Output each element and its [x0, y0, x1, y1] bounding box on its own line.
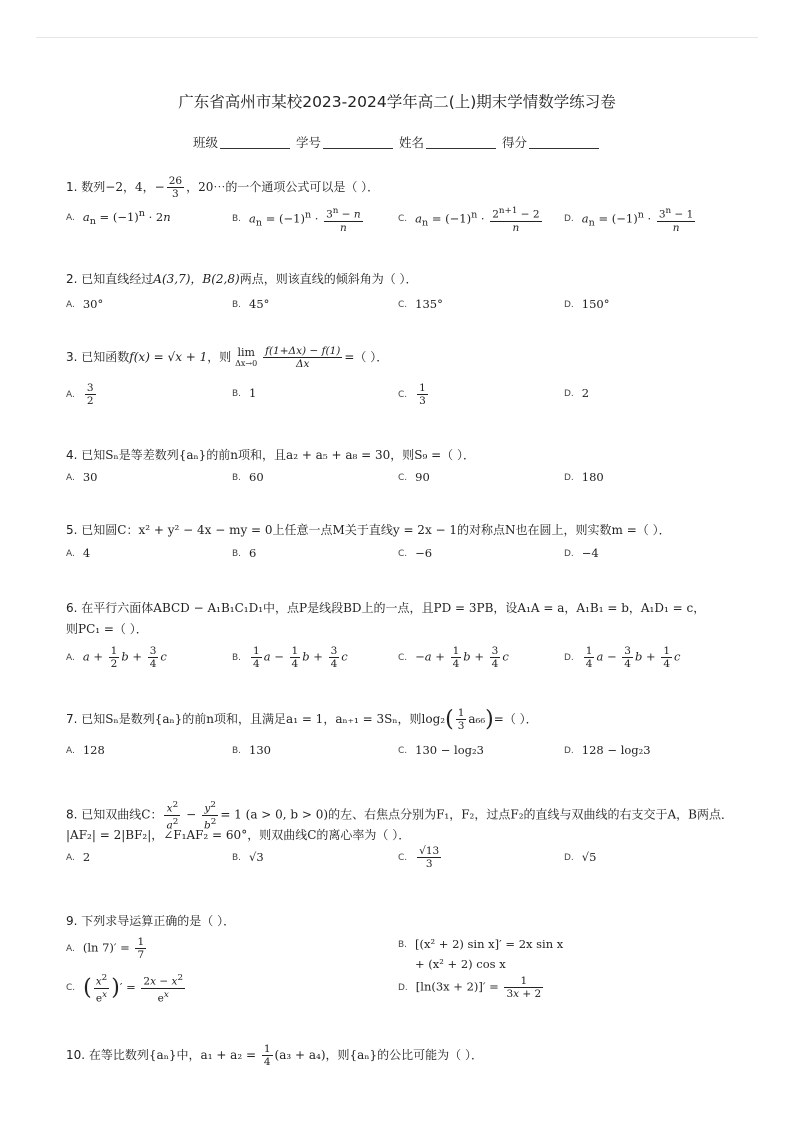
- q9-option-c[interactable]: C. ( $\frac{x^2}{e^x}$ )′ = $\frac{2x - x^2}{e^x}$: [66, 973, 184, 1004]
- class-label: 班级: [192, 135, 218, 150]
- q6-option-d[interactable]: D. $\frac{1}{4}$ a − $\frac{3}{4}$ b + $\frac{1}{4}$ c: [564, 645, 681, 670]
- q8-option-d[interactable]: D. √5: [564, 850, 597, 864]
- question-5: 5. 已知圆C：x² + y² − 4x − my = 0上任意一点M关于直线y = 2x − 1的对称点N也在圆上，则实数m =（ ）．: [66, 523, 671, 537]
- question-6: 6. 在平行六面体ABCD − A₁B₁C₁D₁中，点P是线段BD上的一点，且PD = 3PB，设A₁A = a，A₁B₁ = b，A₁D₁ = c，: [66, 601, 706, 615]
- q3-option-a[interactable]: A. $\frac{3}{2}$: [66, 382, 94, 407]
- q8-option-c[interactable]: C. $\frac{√13}{3}$: [398, 845, 440, 870]
- question-10: 10. 在等比数列{aₙ}中，a₁ + a₂ = $\frac{1}{4}$ (a₃ + a₄)，则{aₙ}的公比可能为（ ）．: [66, 1043, 483, 1068]
- class-blank[interactable]: [220, 136, 290, 149]
- q2-option-b[interactable]: B. 45°: [232, 297, 270, 311]
- question-9: 9. 下列求导运算正确的是（ ）．: [66, 914, 236, 928]
- q7-option-d[interactable]: D. 128 − log₂3: [564, 743, 651, 757]
- q4-option-d[interactable]: D. 180: [564, 470, 604, 484]
- q3-option-d[interactable]: D. 2: [564, 386, 590, 400]
- q4-option-b[interactable]: B. 60: [232, 470, 264, 484]
- question-8-line2: |AF₂| = 2|BF₂|，∠F₁AF₂ = 60°，则双曲线C的离心率为（ ）．: [66, 828, 411, 842]
- q1-option-d[interactable]: D. $a_n = (-1)^n$ · $\frac{3^n - 1}{n}$: [564, 206, 694, 234]
- q9-option-b[interactable]: B. [(x² + 2) sin x]′ = 2x sin x: [398, 937, 564, 951]
- top-divider: [36, 37, 758, 38]
- question-6-line2: 则PC₁ =（ ）．: [66, 622, 148, 636]
- q7-option-a[interactable]: A. 128: [66, 743, 105, 757]
- name-blank[interactable]: [426, 136, 496, 149]
- question-7: 7. 已知Sₙ是数列{aₙ}的前n项和，且满足a₁ = 1，aₙ₊₁ = 3Sₙ，则log₂( $\frac{1}{3}$ a₆₆)=（ ）．: [66, 707, 538, 732]
- seq-fraction: $\frac{26}{3}$: [168, 175, 183, 200]
- q6-option-a[interactable]: A. a + $\frac{1}{2}$ b + $\frac{3}{4}$ c: [66, 645, 167, 670]
- q1-option-a[interactable]: A. $a_n = (-1)^n \cdot 2n$: [66, 208, 171, 228]
- question-1: 1. 数列−2，4，− $\frac{26}{3}$ ，20⋯的一个通项公式可以是（ ）．: [66, 175, 380, 200]
- q8-option-a[interactable]: A. 2: [66, 850, 91, 864]
- q5-option-a[interactable]: A. 4: [66, 546, 91, 560]
- limit-operator: lim Δx→0: [235, 345, 258, 368]
- page-title: 广东省高州市某校2023-2024学年高二(上)期末学情数学练习卷: [178, 93, 616, 111]
- question-2: 2. 已知直线经过A(3,7)，B(2,8)两点，则该直线的倾斜角为（ ）．: [66, 272, 418, 286]
- q7-option-b[interactable]: B. 130: [232, 743, 271, 757]
- q6-option-c[interactable]: C. −a + $\frac{1}{4}$ b + $\frac{3}{4}$ c: [398, 645, 509, 670]
- q1-option-b[interactable]: B. $a_n = (-1)^n$ · $\frac{3^n - n}{n}$: [232, 206, 361, 234]
- question-3: 3. 已知函数f(x) = √x + 1，则 lim Δx→0 $\frac{f(1+\Delta x) - f(1)}{\Delta x}$ =（ ）．: [66, 345, 389, 370]
- q2-option-a[interactable]: A. 30°: [66, 297, 104, 311]
- q4-option-a[interactable]: A. 30: [66, 470, 98, 484]
- q3-option-c[interactable]: C. $\frac{1}{3}$: [398, 382, 426, 407]
- name-label: 姓名: [398, 135, 424, 150]
- q5-option-d[interactable]: D. −4: [564, 546, 599, 560]
- student-info-line: [0, 133, 794, 151]
- score-label: 得分: [501, 135, 527, 150]
- question-4: 4. 已知Sₙ是等差数列{aₙ}的前n项和，且a₂ + a₅ + a₈ = 30，则S₉ =（ ）．: [66, 448, 475, 462]
- q9-option-a[interactable]: A. (ln 7)′ = $\frac{1}{7}$: [66, 936, 145, 961]
- q2-option-d[interactable]: D. 150°: [564, 297, 610, 311]
- q9-option-d[interactable]: D. [ln(3x + 2)]′ = $\frac{1}{3x + 2}$: [398, 975, 542, 1000]
- q5-option-c[interactable]: C. −6: [398, 546, 433, 560]
- q9-option-b-line2: + (x² + 2) cos x: [415, 957, 506, 971]
- q2-option-c[interactable]: C. 135°: [398, 297, 443, 311]
- id-blank[interactable]: [323, 136, 393, 149]
- id-label: 学号: [295, 135, 321, 150]
- q7-option-c[interactable]: C. 130 − log₂3: [398, 743, 484, 757]
- q1-option-c[interactable]: C. $a_n = (-1)^n$ · $\frac{2^{n+1} - 2}{n}$: [398, 206, 540, 234]
- score-blank[interactable]: [529, 136, 599, 149]
- question-8: 8. 已知双曲线C： $\frac{x^2}{a^2}$ − $\frac{y^2}{b^2}$ = 1 (a > 0, b > 0)的左、右焦点分别为F₁，F₂，过点F₂的直线与双曲线的右支交于A，B两点．: [66, 800, 733, 831]
- q3-option-b[interactable]: B. 1: [232, 386, 257, 400]
- q8-option-b[interactable]: B. √3: [232, 850, 264, 864]
- q6-option-b[interactable]: B. $\frac{1}{4}$ a − $\frac{1}{4}$ b + $\frac{3}{4}$ c: [232, 645, 348, 670]
- q4-option-c[interactable]: C. 90: [398, 470, 430, 484]
- q5-option-b[interactable]: B. 6: [232, 546, 257, 560]
